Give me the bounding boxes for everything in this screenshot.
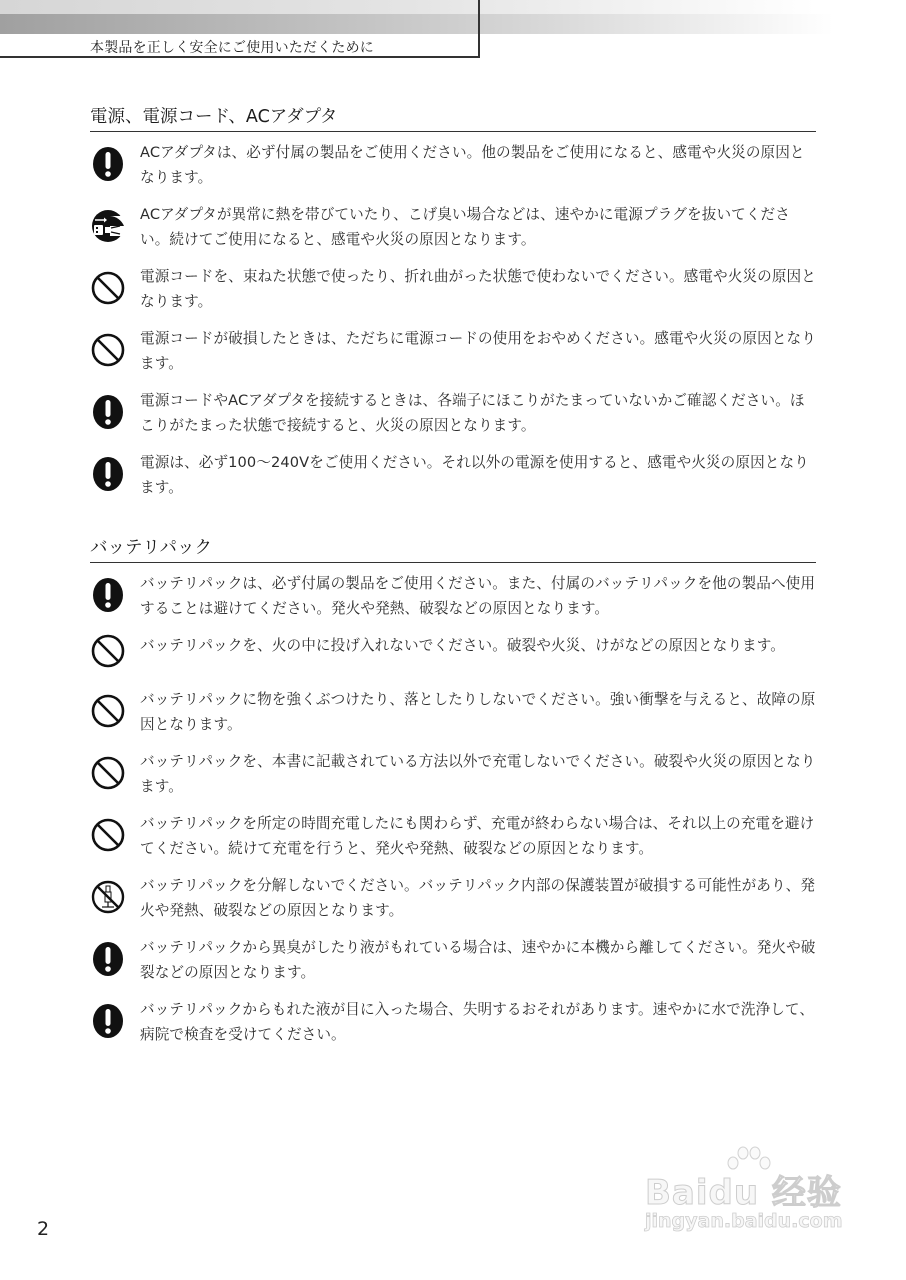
- page-number: 2: [37, 1218, 50, 1240]
- caution-item: [90, 202, 816, 252]
- watermark-url: jingyan.baidu.com: [645, 1210, 843, 1232]
- caution-item: [90, 388, 816, 438]
- caution-text: 電源コードやACアダプタを接続するときは、各端子にほこりがたまっていないかご確認ください。ほこりがたまった状態で接続すると、火災の原因となります。: [140, 392, 805, 434]
- mandatory-exclamation-icon: [90, 941, 126, 977]
- unplug-icon: [90, 208, 126, 244]
- caution-item: [90, 997, 816, 1047]
- caution-text: バッテリパックを、本書に記載されている方法以外で充電しないでください。破裂や火災の原因となります。: [140, 753, 816, 795]
- mandatory-exclamation-icon: [90, 456, 126, 492]
- prohibition-icon: [90, 270, 126, 306]
- caution-item: [90, 264, 816, 314]
- section-power-supply: [90, 106, 816, 512]
- baidu-watermark: [645, 1145, 855, 1245]
- mandatory-exclamation-icon: [90, 577, 126, 613]
- caution-text: 電源コードを、束ねた状態で使ったり、折れ曲がった状態で使わないでください。感電や火災の原因となります。: [140, 268, 816, 310]
- running-header-title: 本製品を正しく安全にご使用いただくために: [90, 40, 374, 56]
- watermark-logo: Baidu 经验: [645, 1173, 842, 1213]
- caution-text: バッテリパックを、火の中に投げ入れないでください。破裂や火災、けがなどの原因となります。: [140, 637, 785, 654]
- caution-text: ACアダプタは、必ず付属の製品をご使用ください。他の製品をご使用になると、感電や火災の原因となります。: [140, 144, 805, 186]
- caution-item: [90, 811, 816, 861]
- mandatory-exclamation-icon: [90, 394, 126, 430]
- caution-text: 電源コードが破損したときは、ただちに電源コードの使用をおやめください。感電や火災の原因となります。: [140, 330, 816, 372]
- caution-text: バッテリパックからもれた液が目に入った場合、失明するおそれがあります。速やかに水で洗浄して、病院で検査を受けてください。: [140, 1001, 815, 1043]
- caution-item: [90, 873, 816, 923]
- caution-text: 電源は、必ず100～240Vをご使用ください。それ以外の電源を使用すると、感電や火災の原因となります。: [140, 454, 809, 496]
- caution-item: [90, 326, 816, 376]
- section-title: バッテリパック: [90, 537, 816, 563]
- caution-text: ACアダプタが異常に熱を帯びていたり、こげ臭い場合などは、速やかに電源プラグを抜いてください。続けてご使用になると、感電や火災の原因となります。: [140, 206, 790, 248]
- prohibition-icon: [90, 755, 126, 791]
- caution-item: [90, 140, 816, 190]
- caution-item: [90, 633, 816, 673]
- caution-item: [90, 571, 816, 621]
- caution-item: [90, 450, 816, 500]
- section-battery-pack: [90, 537, 816, 1059]
- caution-item: [90, 749, 816, 799]
- prohibition-icon: [90, 693, 126, 729]
- no-disassembly-icon: [90, 879, 126, 915]
- caution-item: [90, 935, 816, 985]
- caution-text: バッテリパックを分解しないでください。バッテリパック内部の保護装置が破損する可能性があり、発火や発熱、破裂などの原因となります。: [140, 877, 816, 919]
- caution-item: [90, 687, 816, 737]
- caution-text: バッテリパックは、必ず付属の製品をご使用ください。また、付属のバッテリパックを他の製品へ使用することは避けてください。発火や発熱、破裂などの原因となります。: [140, 575, 816, 617]
- section-title: 電源、電源コード、ACアダプタ: [90, 106, 816, 132]
- prohibition-icon: [90, 332, 126, 368]
- caution-text: バッテリパックに物を強くぶつけたり、落としたりしないでください。強い衝撃を与えると、故障の原因となります。: [140, 691, 816, 733]
- prohibition-icon: [90, 817, 126, 853]
- mandatory-exclamation-icon: [90, 1003, 126, 1039]
- prohibition-icon: [90, 633, 126, 669]
- caution-text: バッテリパックから異臭がしたり液がもれている場合は、速やかに本機から離してください。発火や破裂などの原因となります。: [140, 939, 816, 981]
- mandatory-exclamation-icon: [90, 146, 126, 182]
- caution-text: バッテリパックを所定の時間充電したにも関わらず、充電が終わらない場合は、それ以上の充電を避けてください。続けて充電を行うと、発火や発熱、破裂などの原因となります。: [140, 815, 815, 857]
